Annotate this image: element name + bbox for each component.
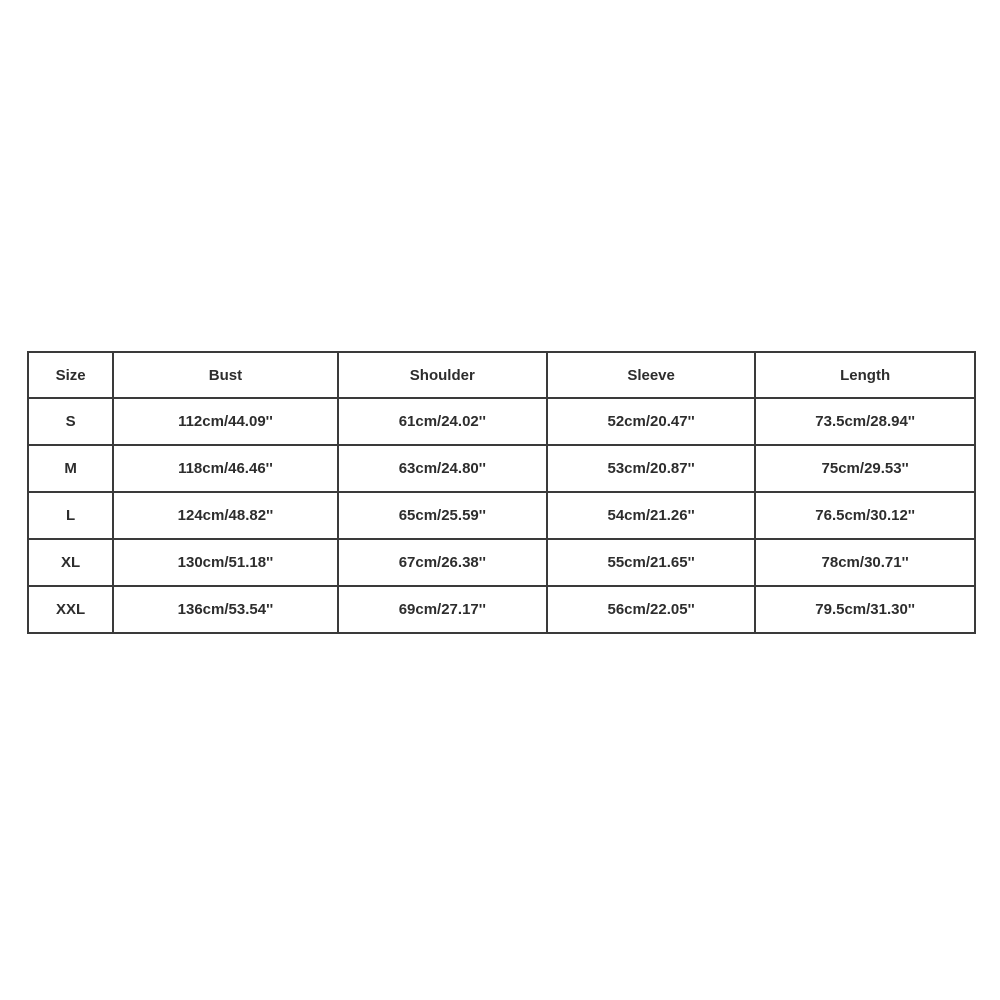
header-sleeve: Sleeve [547,352,755,398]
cell-sleeve: 56cm/22.05'' [547,586,755,633]
cell-size: S [28,398,113,445]
cell-sleeve: 55cm/21.65'' [547,539,755,586]
cell-sleeve: 52cm/20.47'' [547,398,755,445]
cell-length: 79.5cm/31.30'' [755,586,975,633]
cell-sleeve: 53cm/20.87'' [547,445,755,492]
cell-length: 76.5cm/30.12'' [755,492,975,539]
size-chart-container [27,351,976,634]
size-chart-table [27,351,976,634]
header-bust: Bust [113,352,337,398]
cell-length: 75cm/29.53'' [755,445,975,492]
cell-shoulder: 63cm/24.80'' [338,445,547,492]
header-shoulder: Shoulder [338,352,547,398]
table-row-l [28,492,975,539]
table-row-s [28,398,975,445]
cell-length: 73.5cm/28.94'' [755,398,975,445]
cell-shoulder: 69cm/27.17'' [338,586,547,633]
header-length: Length [755,352,975,398]
cell-size: M [28,445,113,492]
cell-shoulder: 61cm/24.02'' [338,398,547,445]
cell-size: L [28,492,113,539]
header-row [28,352,975,398]
cell-bust: 118cm/46.46'' [113,445,337,492]
cell-bust: 112cm/44.09'' [113,398,337,445]
cell-shoulder: 67cm/26.38'' [338,539,547,586]
cell-bust: 136cm/53.54'' [113,586,337,633]
cell-bust: 130cm/51.18'' [113,539,337,586]
cell-bust: 124cm/48.82'' [113,492,337,539]
cell-shoulder: 65cm/25.59'' [338,492,547,539]
cell-size: XL [28,539,113,586]
table-row-m [28,445,975,492]
header-size: Size [28,352,113,398]
cell-size: XXL [28,586,113,633]
cell-sleeve: 54cm/21.26'' [547,492,755,539]
cell-length: 78cm/30.71'' [755,539,975,586]
table-row-xxl [28,586,975,633]
table-row-xl [28,539,975,586]
